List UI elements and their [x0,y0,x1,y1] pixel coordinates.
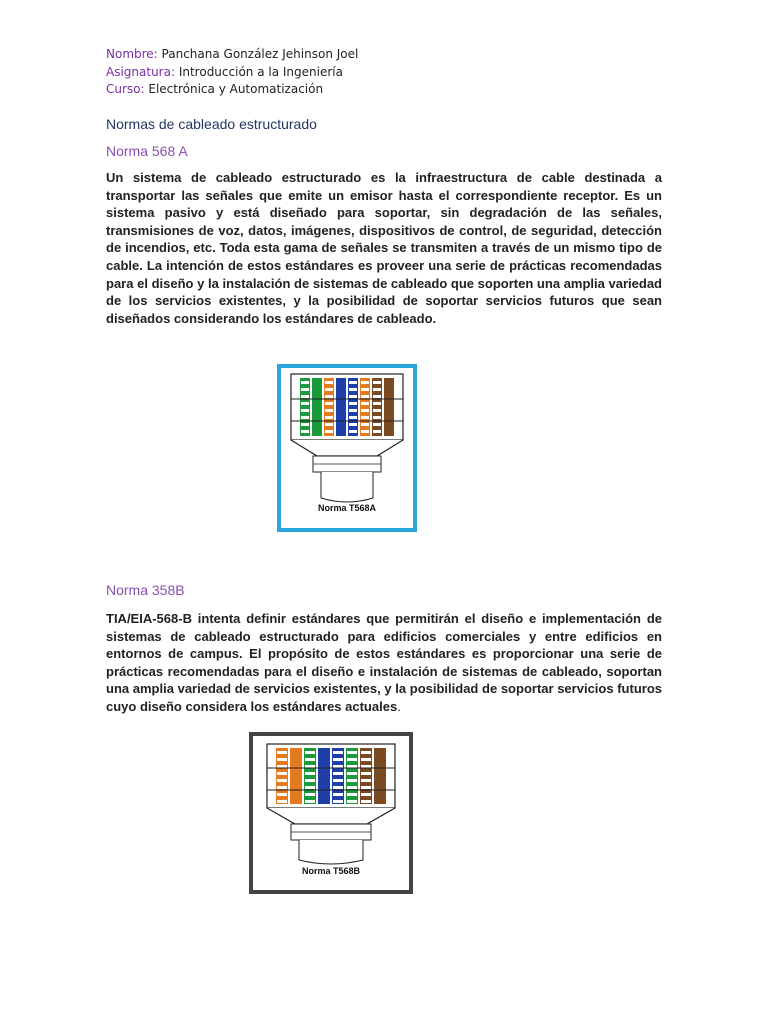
wire-stripe-band [305,793,315,796]
section-a-paragraph: Un sistema de cableado estructurado es la infraestructura de cable destinada a transportar las señales que emite un emisor hasta el correspondiente receptor. Es un sistema pasivo y está diseñado para soportar, sin degradación de las señales, transmisiones de voz, datos, imágenes, dispositivos de control, de seguridad, detección de incendios, etc. Toda esta gama de señales se transmiten a través de un mismo tipo de cable. La intención de estos estándares es proveer una serie de prácticas recomendadas para el diseño y la instalación de sistemas de cableado que soporten una amplia variedad de los servicios existentes, y la posibilidad de soportar servicios futuros que sean diseñados considerando los estándares de cableado. [106,170,662,326]
wire-stripe [300,378,310,436]
section-b-period: . [397,698,401,714]
wire-stripe-band [361,758,371,761]
wire-stripe-band [333,793,343,796]
curso-line [106,81,358,99]
wire-stripe-band [333,772,343,775]
wire-stripe-band [325,423,333,426]
wire-stripe-band [349,381,357,384]
wire-stripe-band [361,779,371,782]
wire-stripe-band [277,779,287,782]
wire-stripe [290,748,302,804]
wire-stripe-band [305,800,315,803]
wire-stripe-band [349,416,357,419]
wire-stripe-band [361,416,369,419]
wire-stripe-band [333,800,343,803]
wire-stripe-band [325,430,333,433]
wire-stripe-band [373,381,381,384]
wire-stripe-band [347,751,357,754]
nombre-value: Panchana González Jehinson Joel [157,47,359,61]
wire-stripe-band [333,751,343,754]
wire-stripe-band [361,381,369,384]
wire-stripe [374,748,386,804]
wire-stripe-band [277,758,287,761]
figure-caption: Norma T568B [301,866,361,876]
wire-stripe-band [349,409,357,412]
wire-stripe-band [361,388,369,391]
page-title: Normas de cableado estructurado [106,116,317,132]
wire-stripe-band [373,416,381,419]
asignatura-line [106,64,358,82]
wire-stripe-band [301,423,309,426]
wire-stripe-band [349,430,357,433]
asignatura-value: Introducción a la Ingeniería [175,64,343,79]
wire-stripe [360,378,370,436]
wire-stripe-band [333,779,343,782]
wire-stripe-band [277,772,287,775]
wire-stripe-band [347,793,357,796]
wire-stripe [312,378,322,436]
wire-stripe-band [373,409,381,412]
wire-stripe-band [373,423,381,426]
wire-stripe-band [301,395,309,398]
asignatura-label: Asignatura: [106,64,176,79]
wire-stripe-band [373,402,381,405]
figure-caption: Norma T568A [317,503,377,513]
nombre-label: Nombre: [106,47,158,61]
wire-stripe-band [347,772,357,775]
wire-stripe-band [301,416,309,419]
wire-stripe-band [349,423,357,426]
wire-stripe-band [361,751,371,754]
wire-stripe-band [347,800,357,803]
student-info [106,46,358,99]
wire-stripe [318,748,330,804]
wire-stripe-band [325,388,333,391]
wire-stripe [336,378,346,436]
wire-stripe-band [301,388,309,391]
wire-stripe-band [361,395,369,398]
wire-stripe-band [333,786,343,789]
wire-stripe-band [361,430,369,433]
wire-stripe-band [325,402,333,405]
wire-stripe-band [305,758,315,761]
section-b-text: TIA/EIA-568-B intenta definir estándares que permitirán el diseño e implementación de sistemas de cableado estructurado para edificios comerciales y entre edificios en entornos de campus. El propósito de estos estándares es proporcionar una serie de prácticas recomendadas para el diseño e instalación de sistemas de cableado, soportan una amplia variedad de servicios existentes, y la posibilidad de soportar servicios futuros cuyo diseño considera los estándares actuales [106,611,662,714]
wire-stripe-band [361,423,369,426]
wire-stripe-band [373,395,381,398]
wire-stripe-band [277,800,287,803]
wire-stripe-band [277,751,287,754]
wire-stripe-band [373,430,381,433]
wire-stripe-band [333,758,343,761]
wire-stripe-band [361,402,369,405]
wire-stripe-band [349,395,357,398]
wire-stripe-band [349,388,357,391]
wire-stripe-band [305,751,315,754]
wire-stripe [372,378,382,436]
wire-stripe [384,378,394,436]
wire-stripe-band [347,758,357,761]
wire-stripe-band [361,800,371,803]
wire-stripe-band [361,409,369,412]
wire-stripe-band [305,772,315,775]
wire-stripe-band [325,381,333,384]
section-b-paragraph [106,610,662,716]
wire-stripe-band [361,793,371,796]
wire-stripe-band [373,388,381,391]
wire-stripe-band [305,779,315,782]
wire-stripe-band [349,402,357,405]
wire-stripe-band [325,395,333,398]
wire-stripe [348,378,358,436]
wire-stripe-band [301,430,309,433]
section-b-heading: Norma 358B [106,582,185,598]
wire-stripe-band [325,409,333,412]
wire-stripe-band [325,416,333,419]
wire-stripe-band [277,786,287,789]
wire-stripe-band [301,402,309,405]
wire-stripe-band [277,793,287,796]
wire-stripe-band [347,786,357,789]
wire-stripe-band [305,786,315,789]
curso-value: Electrónica y Automatización [144,82,324,96]
wire-stripe-band [361,786,371,789]
t568b-diagram [249,732,413,894]
wire-stripe-band [301,409,309,412]
wire-stripe-band [361,772,371,775]
nombre-line [106,46,358,64]
section-a-heading: Norma 568 A [106,143,188,159]
wire-stripe-band [301,381,309,384]
t568a-diagram [277,364,417,532]
wire-stripe [324,378,334,436]
wire-stripe-band [347,779,357,782]
curso-label: Curso: [106,82,145,96]
